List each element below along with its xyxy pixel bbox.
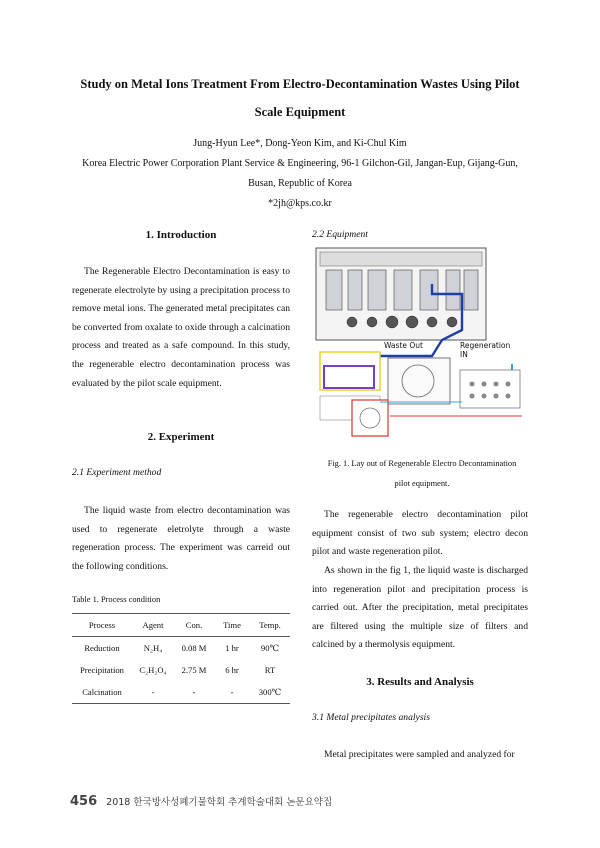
page-number: 456 [70,794,98,809]
header-process: Process [88,620,116,630]
footer-text: 2018 한국방사성폐기물학회 추계학술대회 논문요약집 [106,797,333,808]
figure-caption [300,454,544,494]
table-caption: Table 1. Process condition [72,595,161,604]
regeneration-in-label: IN [460,350,468,359]
title-line-2: Scale Equipment [254,105,346,119]
method-text: The liquid waste from electro decontamination was used to regenerate eletrolyte through a waste regeneration process. The experiment was carreid out the following conditions. [72,505,290,572]
frame-top-rail [320,252,482,266]
email: *2jh@kps.co.kr [268,198,332,209]
header-time: Time [223,620,241,630]
step-area-purple [324,366,374,388]
table-cell: 6 hr [225,665,239,675]
header-con: Con. [185,620,203,630]
equipment-heading: 2.2 Equipment [312,229,368,240]
affiliation-line-2: Busan, Republic of Korea [248,178,352,189]
table-row [72,659,290,681]
experiment-heading: 2. Experiment [147,431,215,443]
authors: Jung-Hyun Lee*, Dong-Yeon Kim, and Ki-Chul Kim [193,138,407,149]
figure-caption-line-1: Fig. 1. Lay out of Regenerable Electro Decontamination [327,459,517,468]
table-cell: 0.08 M [181,643,207,653]
step-area-yellow [320,352,380,390]
table-cell: 90℃ [260,642,280,653]
header-temp: Temp. [259,620,281,630]
table-cell: C₂H₂O₄ [139,665,167,675]
calcination-area [352,400,388,436]
waste-out-label: Waste Out [384,341,423,350]
equipment-paragraph-2: As shown in the fig 1, the liquid waste is discharged into regeneration pilot and precipitation process is carried out. After the precipitation, metal precipitates are filtered using the multiple size of filters and calcined by a thermolysis equipment. [312,565,528,651]
regeneration-label: Regeneration [460,341,511,350]
results-heading: 3. Results and Analysis [366,676,474,688]
paper-title [60,70,540,126]
intro-heading: 1. Introduction [145,229,217,241]
table-cell: - [230,687,234,697]
table-row [72,637,290,660]
intro-text: The Regenerable Electro Decontamination is easy to regenerate electrolyte by using a precipitation process to remove metal ions. The generated metal precipitates can be converted from oxalate to oxide through a calcination process and treated as a safe compound. In this study, the regenerable electro decontamination process was evaluated by the pilot scale equipment. [72,266,290,389]
table-cell: N₂H₄ [143,643,163,653]
figure-caption-line-2: pilot equipment. [394,479,450,488]
title-line-1: Study on Metal Ions Treatment From Electro-Decontamination Wastes Using Pilot [80,77,520,91]
equipment-layout-figure [312,244,532,450]
results-subheading: 3.1 Metal precipitates analysis [312,712,430,723]
header-agent: Agent [142,620,164,630]
table-header-row [72,614,290,637]
table-cell: 2.75 M [181,665,207,675]
page-footer [70,794,332,809]
tank-units [326,270,478,310]
equipment-paragraph-1: The regenerable electro decontamination pilot equipment consist of two sub system; electro decon pilot and waste regeneration pilot. [312,509,528,558]
table-cell: 300℃ [258,686,282,697]
table-cell: Reduction [84,643,120,653]
table-cell: - [151,687,155,697]
process-condition-table [72,613,290,704]
method-heading: 2.1 Experiment method [72,467,162,478]
table-cell: Precipitation [80,665,124,675]
table-cell: RT [264,665,276,675]
affiliation-line-1: Korea Electric Power Corporation Plant Service & Engineering, 96-1 Gilchon-Gil, Jangan-Eup, Gijang-Gun, [82,158,518,169]
table-cell: Calcination [82,687,122,697]
table-cell: - [192,687,196,697]
filter-unit [460,370,520,408]
table-row [72,681,290,704]
author-block [60,134,540,214]
table-cell: 1 hr [225,643,239,653]
results-text: Metal precipitates were sampled and analyzed for [324,749,515,760]
